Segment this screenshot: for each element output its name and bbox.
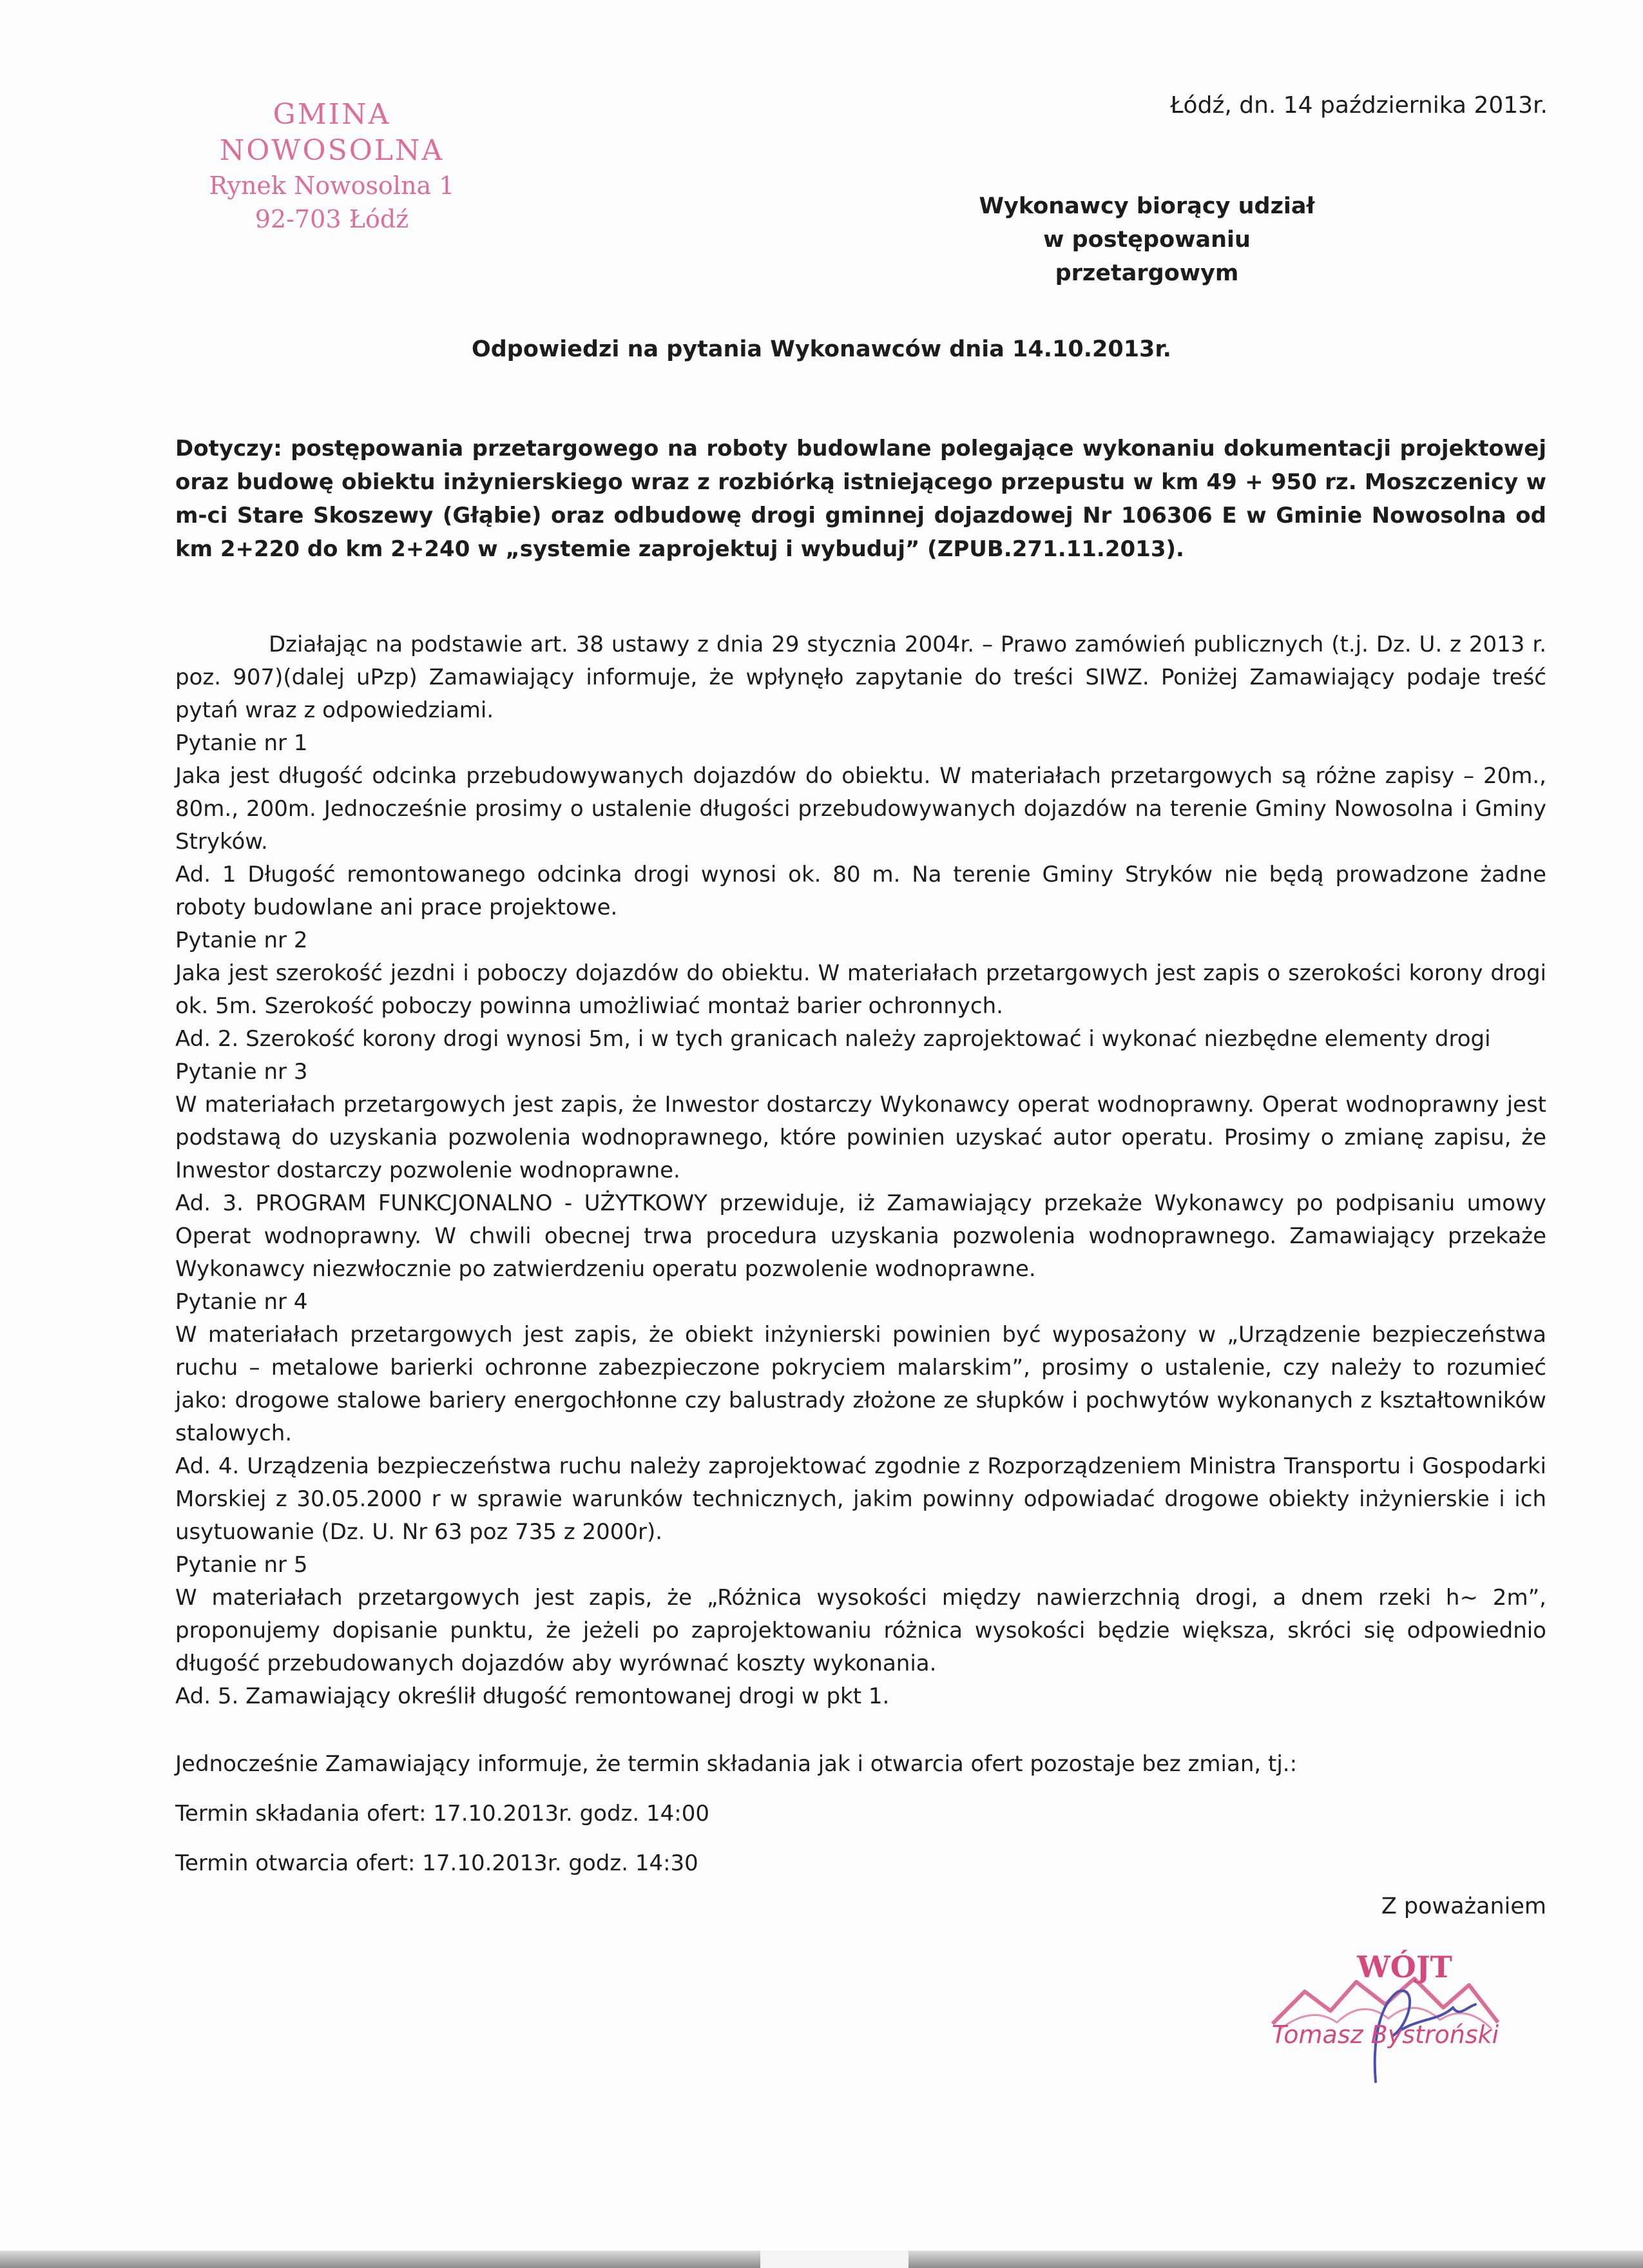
question-text: Jaka jest długość odcinka przebudowywanych dojazdów do obiektu. W materiałach przetargowych są różne zapisy – 20m., 80m., 200m. Jednocześnie prosimy o ustalenie długości przebudowywanych dojazdów na terenie Gminy Nowosolna i Gminy Stryków. — [175, 763, 1546, 855]
submission-deadline: Termin składania ofert: 17.10.2013r. godz. 14:00 — [175, 1801, 709, 1827]
qa-item-5 — [175, 1549, 1546, 1713]
question-heading: Pytanie nr 2 — [175, 927, 308, 953]
question-text: Jaka jest szerokość jezdni i poboczy dojazdów do obiektu. W materiałach przetargowych jest zapis o szerokości korony drogi ok. 5m. Szerokość poboczy powinna umożliwiać montaż barier ochronnych. — [175, 960, 1546, 1019]
question-heading: Pytanie nr 3 — [175, 1059, 308, 1085]
question-heading: Pytanie nr 4 — [175, 1289, 308, 1315]
qa-item-3 — [175, 1056, 1546, 1286]
closing-section — [175, 1748, 1546, 1897]
stamp-line-1: GMINA NOWOSOLNA — [219, 98, 445, 167]
regards: Z poważaniem — [1381, 1894, 1546, 1919]
answer-text: Ad. 1 Długość remontowanego odcinka drogi wynosi ok. 80 m. Na terenie Gminy Stryków nie będą prowadzone żadne roboty budowlane ani prace projektowe. — [175, 862, 1546, 920]
addressee — [966, 189, 1327, 290]
answer-text: Ad. 5. Zamawiający określił długość remontowanej drogi w pkt 1. — [175, 1683, 890, 1709]
closing-note: Jednocześnie Zamawiający informuje, że termin składania jak i otwarcia ofert pozostaje bez zmian, tj.: — [175, 1751, 1298, 1777]
answer-text: Ad. 2. Szerokość korony drogi wynosi 5m, i w tych granicach należy zaprojektować i wykonać niezbędne elementy drogi — [175, 1026, 1491, 1052]
letter-date: Łódź, dn. 14 października 2013r. — [1170, 92, 1548, 119]
stamp-line-2: Rynek Nowosolna 1 — [209, 171, 455, 200]
scan-edge — [0, 2251, 1643, 2268]
signature-name: Tomasz Bystroński — [1271, 2021, 1499, 2049]
stamp-line-3: 92-703 Łódź — [255, 205, 409, 233]
subject-paragraph: Dotyczy: postępowania przetargowego na roboty budowlane polegające wykonaniu dokumentacji projektowej oraz budowę obiektu inżynierskiego wraz z rozbiórką istniejącego przepustu w km 49 + 950 rz. Moszczenicy w m-ci Stare Skoszewy (Głąbie) oraz odbudowę drogi gminnej dojazdowej Nr 106306 E w Gminie Nowosolna od km 2+220 do km 2+240 w „systemie zaprojektuj i wybuduj” (ZPUB.271.11.2013). — [175, 436, 1546, 562]
question-text: W materiałach przetargowych jest zapis, że Inwestor dostarczy Wykonawcy operat wodnoprawny. Operat wodnoprawny jest podstawą do uzyskania pozwolenia wodnoprawnego, które powinien uzyskać autor operatu. Prosimy o zmianę zapisu, że Inwestor dostarczy pozwolenie wodnoprawne. — [175, 1092, 1546, 1183]
opening-date: Termin otwarcia ofert: 17.10.2013r. godz. 14:30 — [175, 1850, 698, 1876]
question-text: W materiałach przetargowych jest zapis, że „Różnica wysokości między nawierzchnią drogi, a dnem rzeki h~ 2m”, proponujemy dopisanie punktu, że jeżeli po zaprojektowaniu różnica wysokości będzie większa, skróci się odpowiednio długość przebudowanych dojazdów aby wyrównać koszty wykonania. — [175, 1585, 1546, 1676]
intro-paragraph: Działając na podstawie art. 38 ustawy z dnia 29 stycznia 2004r. – Prawo zamówień publicznych (t.j. Dz. U. z 2013 r. poz. 907)(dalej uPzp) Zamawiający informuje, że wpłynęło zapytanie do treści SIWZ. Poniżej Zamawiający podaje treść pytań wraz z odpowiedziami. — [175, 632, 1546, 723]
question-heading: Pytanie nr 1 — [175, 730, 308, 756]
question-text: W materiałach przetargowych jest zapis, że obiekt inżynierski powinien być wyposażony w „Urządzenie bezpieczeństwa ruchu – metalowe barierki ochronne zabezpieczone pokryciem malarskim”, prosimy o ustalenie, czy należy to rozumieć jako: drogowe stalowe bariery energochłonne czy balustrady złożone ze słupków i pochwytów wykonanych z kształtowników stalowych. — [175, 1322, 1546, 1446]
letter-body — [175, 628, 1546, 1713]
letter-title: Odpowiedzi na pytania Wykonawców dnia 14.10.2013r. — [472, 336, 1171, 362]
qa-item-1 — [175, 727, 1546, 924]
qa-item-4 — [175, 1286, 1546, 1549]
office-stamp — [184, 97, 480, 236]
addressee-line-1: Wykonawcy biorący udział — [979, 193, 1315, 219]
answer-text: Ad. 4. Urządzenia bezpieczeństwa ruchu należy zaprojektować zgodnie z Rozporządzeniem Ministra Transportu i Gospodarki Morskiej z 30.05.2000 r w sprawie warunków technicznych, jakim powinny odpowiadać drogowe obiekty inżynierskie i ich usytuowanie (Dz. U. Nr 63 poz 735 z 2000r). — [175, 1453, 1546, 1545]
qa-item-2 — [175, 924, 1546, 1056]
signature-title: WÓJT — [1357, 1950, 1452, 1984]
question-heading: Pytanie nr 5 — [175, 1552, 308, 1578]
addressee-line-2: w postępowaniu przetargowym — [1043, 227, 1251, 286]
answer-text: Ad. 3. PROGRAM FUNKCJONALNO - UŻYTKOWY przewiduje, iż Zamawiający przekaże Wykonawcy po podpisaniu umowy Operat wodnoprawny. W chwili obecnej trwa procedura uzyskania pozwolenia wodnoprawnego. Zamawiający przekaże Wykonawcy niezwłocznie po zatwierdzeniu operatu pozwolenie wodnoprawne. — [175, 1190, 1546, 1282]
scan-edge-gap — [760, 2251, 908, 2268]
